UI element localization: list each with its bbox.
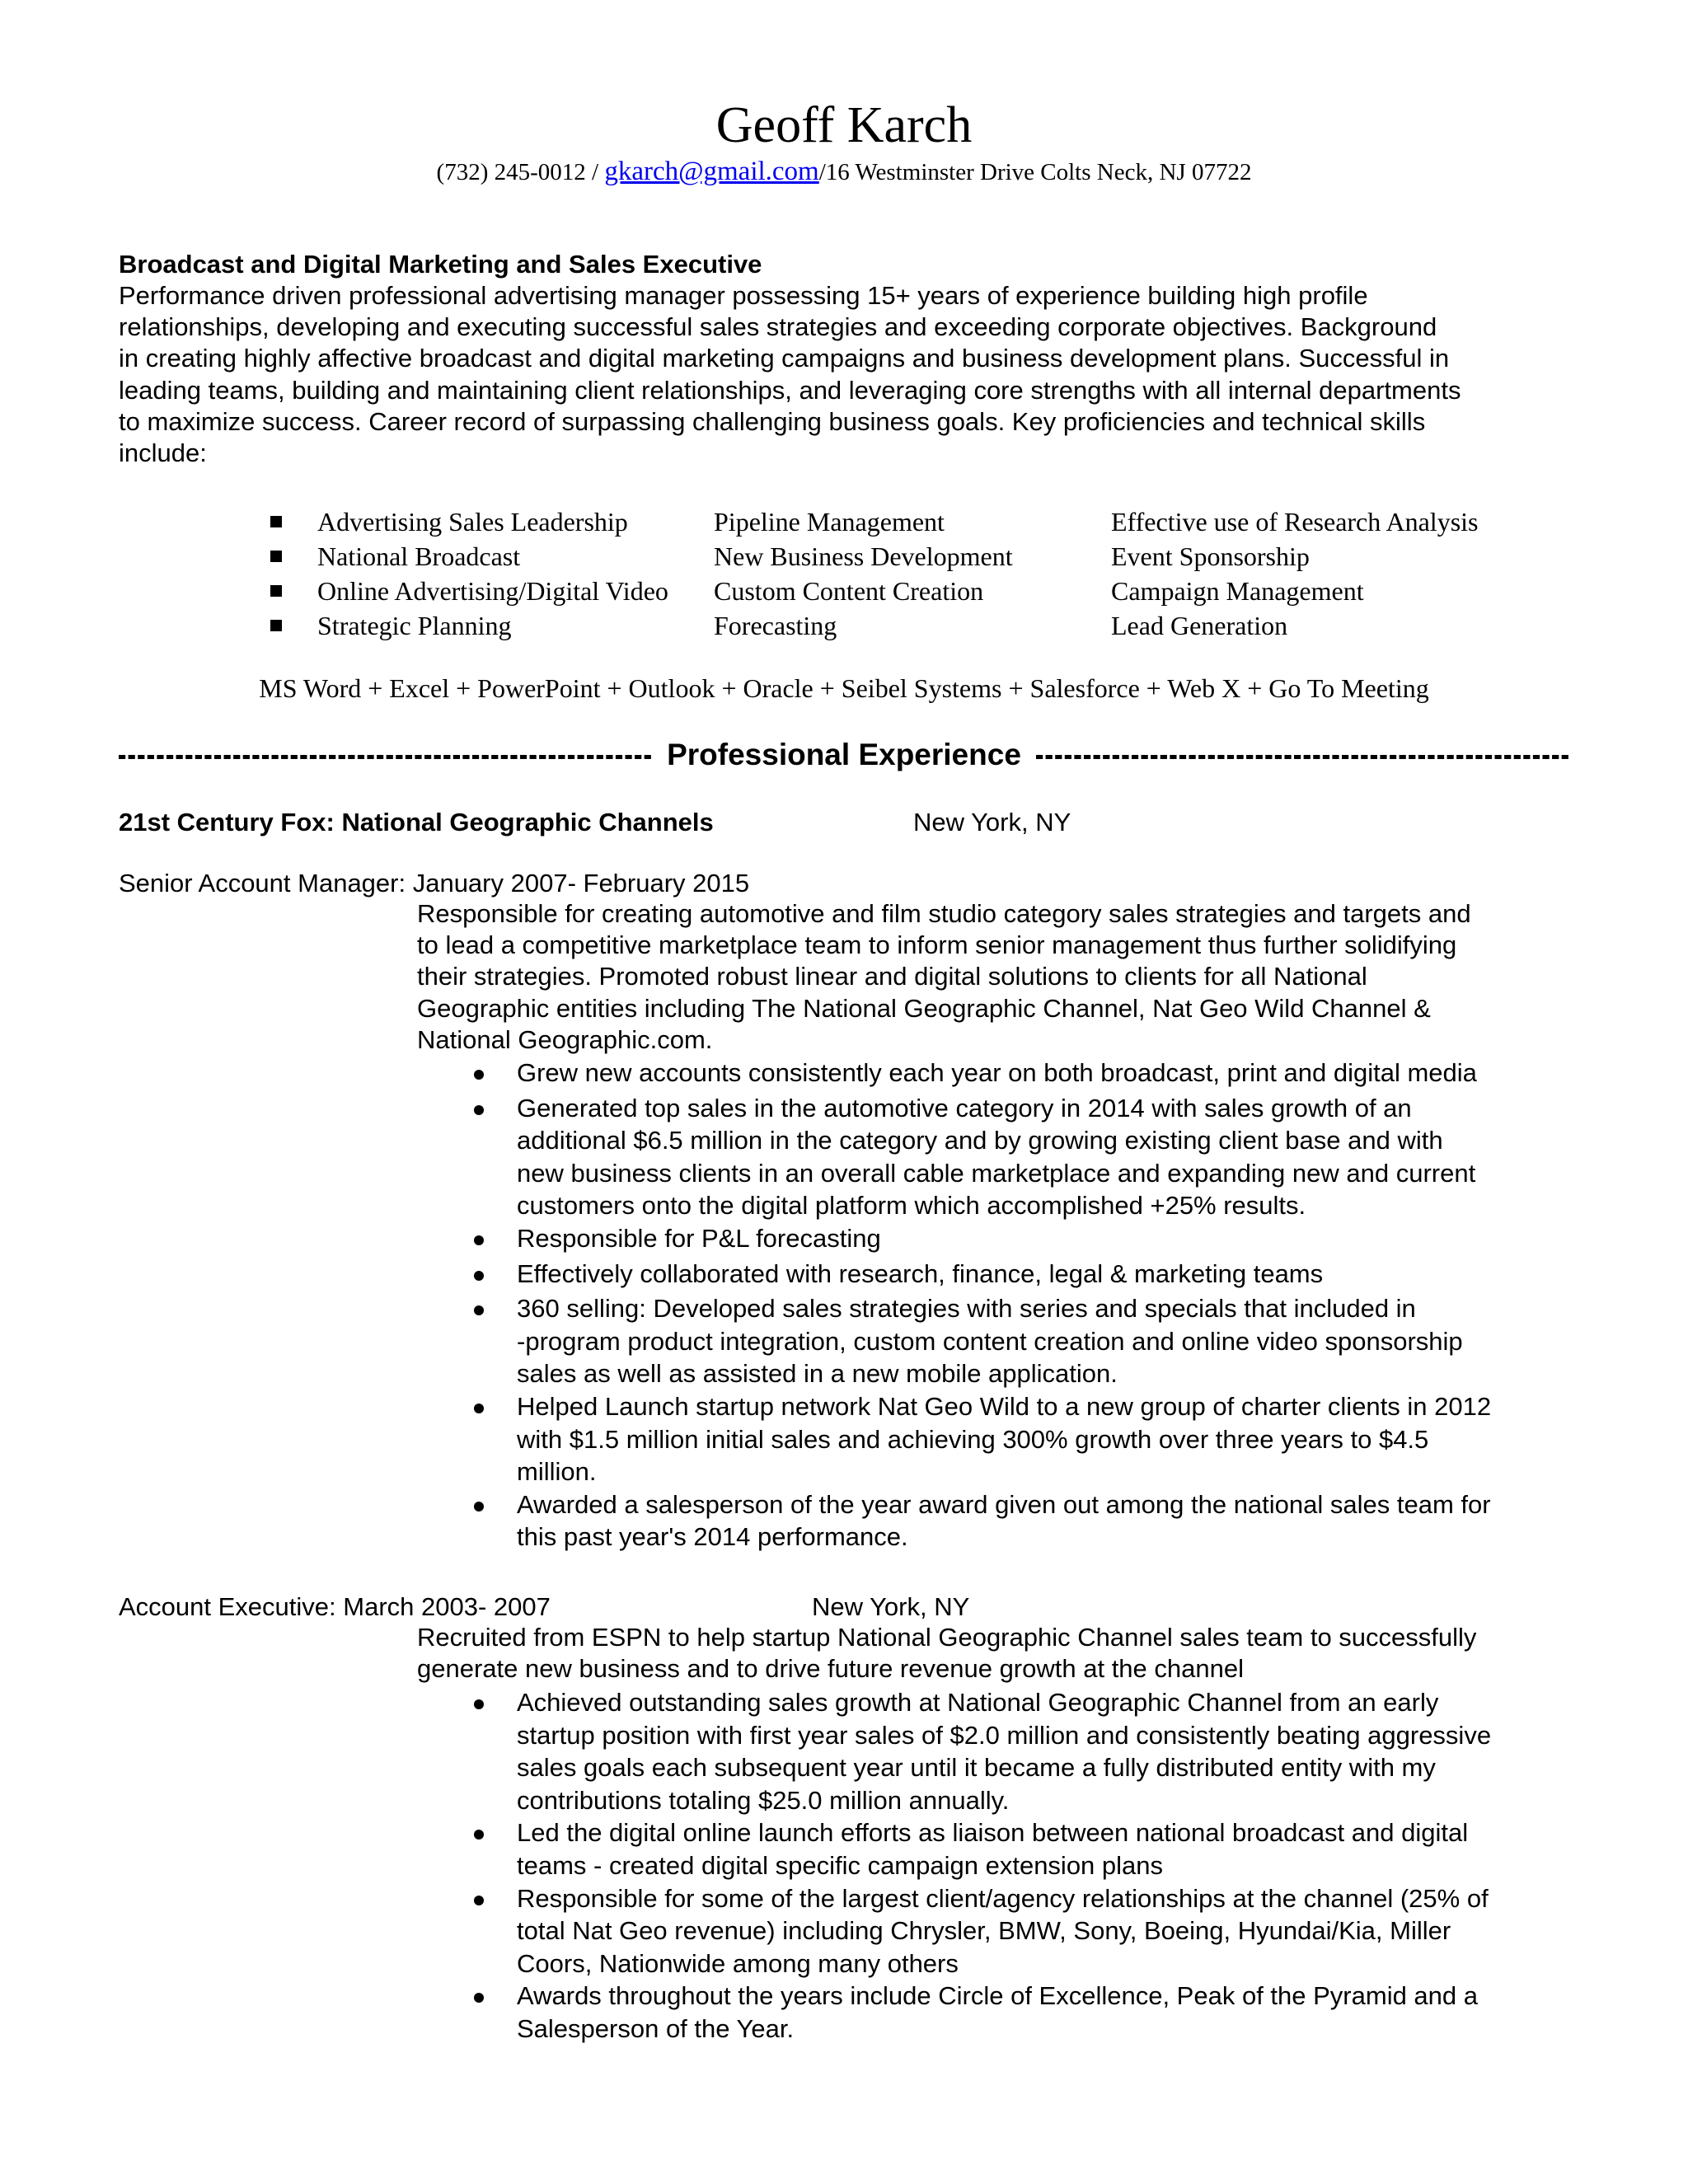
bullet-line: startup position with first year sales of $2.0 million and consistently beating aggressive	[517, 1720, 1492, 1750]
summary-paragraph	[119, 280, 1569, 469]
skill-item: Pipeline Management	[714, 507, 945, 537]
bullet-line: Awards throughout the years include Circle of Excellence, Peak of the Pyramid and a	[517, 1981, 1479, 2011]
bullet-icon	[474, 1070, 484, 1080]
role-title: Senior Account Manager: January 2007- February 2015	[119, 869, 750, 898]
list-item	[417, 1292, 1571, 1390]
list-item	[417, 1980, 1571, 2045]
skill-item: National Broadcast	[317, 541, 521, 571]
bullet-icon	[474, 1305, 484, 1315]
summary-line: leading teams, building and maintaining client relationships, and leveraging core strengths with all internal departments	[119, 375, 1461, 405]
email-link[interactable]: gkarch@gmail.com	[604, 157, 819, 186]
bullet-line: Generated top sales in the automotive category in 2014 with sales growth of an	[517, 1093, 1412, 1122]
candidate-name: Geoff Karch	[715, 97, 973, 153]
bullet-line: customers onto the digital platform which accomplished +25% results.	[517, 1191, 1306, 1221]
bullet-line: contributions totaling $25.0 million annually.	[517, 1785, 1010, 1815]
contact-line	[0, 157, 1688, 187]
list-item	[417, 1488, 1571, 1554]
address: /16 Westminster Drive Colts Neck, NJ 07722	[818, 159, 1252, 185]
description-line: their strategies. Promoted robust linear and digital solutions to clients for all National	[417, 962, 1367, 991]
square-bullet-icon	[270, 585, 282, 597]
list-item	[417, 1816, 1571, 1882]
bullet-icon	[474, 1105, 484, 1115]
skill-item: Lead Generation	[1111, 611, 1288, 640]
bullet-icon	[474, 1830, 484, 1840]
dash-rule-left	[119, 755, 652, 759]
skills-row	[0, 504, 1688, 539]
list-item	[417, 1092, 1571, 1222]
summary-line: relationships, developing and executing successful sales strategies and exceeding corporate objectives. Background	[119, 312, 1437, 342]
skill-item: Campaign Management	[1111, 576, 1364, 606]
bullet-line: million.	[517, 1457, 597, 1487]
skill-item: Custom Content Creation	[714, 576, 984, 606]
description-line: to lead a competitive marketplace team to inform senior management thus further solidifying	[417, 930, 1457, 960]
bullet-icon	[474, 1699, 484, 1709]
bullet-line: total Nat Geo revenue) including Chrysler, BMW, Sony, Boeing, Hyundai/Kia, Miller	[517, 1916, 1451, 1946]
employer-location: New York, NY	[913, 808, 1071, 837]
bullet-line: sales as well as assisted in a new mobile application.	[517, 1359, 1118, 1389]
list-item	[417, 1057, 1571, 1090]
summary-line: Performance driven professional advertising manager possessing 15+ years of experience building high profile	[119, 281, 1368, 310]
bullet-line: additional $6.5 million in the category and by growing existing client base and with	[517, 1126, 1443, 1155]
square-bullet-icon	[270, 516, 282, 527]
bullet-line: Coors, Nationwide among many others	[517, 1948, 959, 1978]
summary-line: include:	[119, 438, 207, 468]
bullet-line: Salesperson of the Year.	[517, 2013, 795, 2043]
dash-rule-right	[1036, 755, 1569, 759]
achievement-list	[417, 1686, 1571, 2046]
bullet-line: Grew new accounts consistently each year on both broadcast, print and digital media	[517, 1058, 1477, 1087]
skill-item: Online Advertising/Digital Video	[317, 576, 668, 606]
bullet-line: Achieved outstanding sales growth at National Geographic Channel from an early	[517, 1688, 1439, 1717]
bullet-line: Awarded a salesperson of the year award given out among the national sales team for	[517, 1489, 1491, 1519]
skills-row	[0, 608, 1688, 643]
bullet-line: new business clients in an overall cable marketplace and expanding new and current	[517, 1158, 1476, 1188]
list-item	[417, 1882, 1571, 1980]
bullet-line: this past year's 2014 performance.	[517, 1522, 908, 1552]
list-item	[417, 1222, 1571, 1255]
skills-row	[0, 539, 1688, 574]
summary-line: in creating highly affective broadcast and digital marketing campaigns and business development plans. Successful in	[119, 344, 1450, 373]
description-line: National Geographic.com.	[417, 1024, 713, 1054]
square-bullet-icon	[270, 620, 282, 631]
employer-name: 21st Century Fox: National Geographic Channels	[119, 808, 714, 837]
phone: (732) 245-0012 /	[436, 159, 605, 185]
bullet-line: sales goals each subsequent year until it became a fully distributed entity with my	[517, 1753, 1436, 1783]
role-description	[417, 898, 1571, 1056]
section-divider	[119, 735, 1569, 775]
skill-item: Effective use of Research Analysis	[1111, 507, 1479, 537]
technical-tools-line: MS Word + Excel + PowerPoint + Outlook + Oracle + Seibel Systems + Salesforce + Web X + Go To Meeting	[259, 673, 1429, 703]
bullet-line: Responsible for P&L forecasting	[517, 1223, 881, 1253]
bullet-line: Effectively collaborated with research, finance, legal & marketing teams	[517, 1258, 1324, 1288]
skill-item: Advertising Sales Leadership	[317, 507, 628, 537]
bullet-line: teams - created digital specific campaign extension plans	[517, 1850, 1164, 1880]
bullet-icon	[474, 1235, 484, 1245]
skill-item: Event Sponsorship	[1111, 541, 1310, 571]
description-line: Recruited from ESPN to help startup National Geographic Channel sales team to successfully	[417, 1623, 1477, 1652]
bullet-line: 360 selling: Developed sales strategies with series and specials that included in	[517, 1294, 1416, 1324]
list-item	[417, 1258, 1571, 1291]
description-line: Geographic entities including The National Geographic Channel, Nat Geo Wild Channel &	[417, 993, 1431, 1023]
bullet-icon	[474, 1404, 484, 1413]
role-location: New York, NY	[812, 1592, 970, 1621]
bullet-line: -program product integration, custom content creation and online video sponsorship	[517, 1326, 1463, 1356]
bullet-line: Responsible for some of the largest client/agency relationships at the channel (25% of	[517, 1883, 1489, 1913]
skill-item: Forecasting	[714, 611, 837, 640]
bullet-icon	[474, 1993, 484, 2003]
list-item	[417, 1390, 1571, 1488]
section-title: Professional Experience	[667, 738, 1021, 771]
summary-line: to maximize success. Career record of surpassing challenging business goals. Key proficiencies and technical skills	[119, 406, 1426, 436]
bullet-icon	[474, 1502, 484, 1511]
skill-item: New Business Development	[714, 541, 1013, 571]
role-title: Account Executive: March 2003- 2007	[119, 1592, 551, 1621]
role-description	[417, 1622, 1571, 1685]
bullet-line: Led the digital online launch efforts as liaison between national broadcast and digital	[517, 1818, 1469, 1848]
bullet-line: Helped Launch startup network Nat Geo Wild to a new group of charter clients in 2012	[517, 1391, 1492, 1421]
square-bullet-icon	[270, 551, 282, 562]
description-line: Responsible for creating automotive and film studio category sales strategies and targets and	[417, 899, 1471, 928]
bullet-icon	[474, 1896, 484, 1905]
achievement-list	[417, 1057, 1571, 1554]
skill-item: Strategic Planning	[317, 611, 512, 640]
summary-title: Broadcast and Digital Marketing and Sales Executive	[119, 250, 762, 279]
bullet-icon	[474, 1271, 484, 1281]
description-line: generate new business and to drive future revenue growth at the channel	[417, 1654, 1244, 1684]
bullet-line: with $1.5 million initial sales and achieving 300% growth over three years to $4.5	[517, 1424, 1429, 1454]
skills-row	[0, 574, 1688, 608]
list-item	[417, 1686, 1571, 1816]
